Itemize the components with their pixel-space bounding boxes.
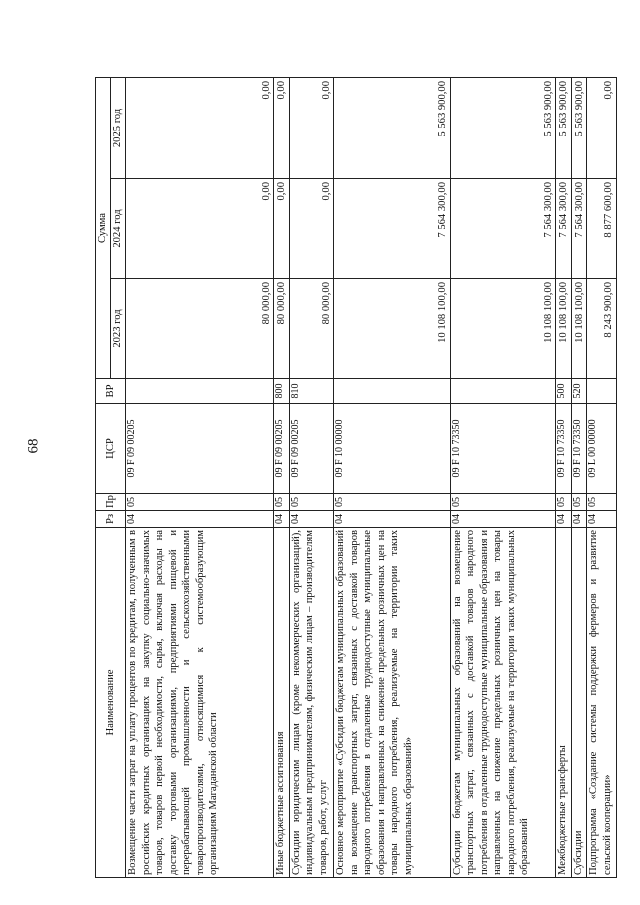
row-name: Подпрограмма «Создание системы поддержки фермеров и развитие сельской кооперации» (587, 528, 617, 878)
row-pr: 05 (289, 494, 333, 511)
row-value-2024: 7 564 300,00 (571, 179, 586, 279)
row-name: Основное мероприятие «Субсидии бюджетам муниципальных образований на возмещение транспортных затрат, связанных с доставкой товаров народного потребления в отдаленные труднодоступные муниципальные образования и направленных на снижение предельных розничных цен на товары народного потребления, реализуемые на территории таких муниципальных образований» (334, 528, 450, 878)
row-name: Субсидии бюджетам муниципальных образований на возмещение транспортных затрат, связанных с доставкой товаров народного потребления в отдаленные труднодоступные муниципальные образования и направленных на снижение предельных розничных цен на товары народного потребления, реализуемые на территории таких муниципальных образований (450, 528, 556, 878)
col-header-pr: Пр (96, 494, 126, 511)
row-vr: 500 (556, 379, 571, 404)
page-number: 68 (25, 438, 42, 454)
row-rz: 04 (450, 511, 556, 528)
table-row (289, 77, 333, 877)
col-header-2024: 2024 год (111, 179, 126, 279)
row-value-2023: 10 108 100,00 (571, 279, 586, 379)
row-csr: 09 F 10 00000 (334, 404, 450, 494)
table-row (274, 77, 289, 877)
row-csr: 09 L 00 00000 (587, 404, 617, 494)
col-header-vr: ВР (96, 379, 126, 404)
row-value-2023: 10 108 100,00 (334, 279, 450, 379)
row-value-2023: 10 108 100,00 (450, 279, 556, 379)
row-pr: 05 (274, 494, 289, 511)
row-pr: 05 (587, 494, 617, 511)
row-value-2025: 0,00 (126, 77, 274, 178)
row-value-2025: 5 563 900,00 (450, 77, 556, 178)
table-row (126, 77, 274, 877)
row-pr: 05 (126, 494, 274, 511)
row-value-2024: 8 877 600,00 (587, 179, 617, 279)
row-name: Межбюджетные трансферты (556, 528, 571, 878)
row-value-2024: 7 564 300,00 (334, 179, 450, 279)
row-value-2023: 8 243 900,00 (587, 279, 617, 379)
table-row (556, 77, 571, 877)
row-value-2025: 0,00 (587, 77, 617, 178)
row-name: Возмещение части затрат на уплату процентов по кредитам, полученным в российских кредитных организациях на закупку социально-значимых товаров, товаров первой необходимости, сырья, включая расходы на доставку торговыми организациями, предприятиями пищевой и перерабатывающей промышленности и сельскохозяйственными товаропроизводителями, относящимися к системообразующим организациям Магаданской области (126, 528, 274, 878)
row-value-2025: 5 563 900,00 (334, 77, 450, 178)
col-header-csr: ЦСР (96, 404, 126, 494)
row-vr: 810 (289, 379, 333, 404)
row-value-2024: 0,00 (274, 179, 289, 279)
row-name: Иные бюджетные ассигнования (274, 528, 289, 878)
row-rz: 04 (274, 511, 289, 528)
row-value-2023: 80 000,00 (289, 279, 333, 379)
row-value-2025: 0,00 (274, 77, 289, 178)
row-value-2024: 7 564 300,00 (556, 179, 571, 279)
row-value-2023: 80 000,00 (126, 279, 274, 379)
col-header-rz: Рз (96, 511, 126, 528)
row-value-2025: 0,00 (289, 77, 333, 178)
row-csr: 09 F 10 73350 (571, 404, 586, 494)
row-rz: 04 (587, 511, 617, 528)
col-header-2025: 2025 год (111, 77, 126, 178)
table-row (587, 77, 617, 877)
row-value-2024: 0,00 (126, 179, 274, 279)
rotated-table-wrapper (95, 78, 617, 878)
row-value-2025: 5 563 900,00 (556, 77, 571, 178)
budget-table (95, 77, 617, 878)
row-rz: 04 (571, 511, 586, 528)
row-value-2024: 0,00 (289, 179, 333, 279)
table-row (450, 77, 556, 877)
row-vr (126, 379, 274, 404)
row-value-2025: 5 563 900,00 (571, 77, 586, 178)
col-header-sum: Сумма (96, 77, 111, 378)
row-rz: 04 (126, 511, 274, 528)
row-pr: 05 (556, 494, 571, 511)
row-vr (587, 379, 617, 404)
row-csr: 09 F 09 00205 (274, 404, 289, 494)
row-value-2023: 80 000,00 (274, 279, 289, 379)
row-rz: 04 (556, 511, 571, 528)
row-value-2024: 7 564 300,00 (450, 179, 556, 279)
row-pr: 05 (334, 494, 450, 511)
table-row (571, 77, 586, 877)
row-csr: 09 F 10 73350 (556, 404, 571, 494)
row-vr (334, 379, 450, 404)
row-csr: 09 F 09 00205 (289, 404, 333, 494)
row-csr: 09 F 09 00205 (126, 404, 274, 494)
row-name: Субсидии (571, 528, 586, 878)
col-header-2023: 2023 год (111, 279, 126, 379)
row-pr: 05 (571, 494, 586, 511)
row-rz: 04 (334, 511, 450, 528)
row-rz: 04 (289, 511, 333, 528)
row-csr: 09 F 10 73350 (450, 404, 556, 494)
table-row (334, 77, 450, 877)
row-vr: 800 (274, 379, 289, 404)
row-vr: 520 (571, 379, 586, 404)
row-pr: 05 (450, 494, 556, 511)
row-value-2023: 10 108 100,00 (556, 279, 571, 379)
row-vr (450, 379, 556, 404)
col-header-name: Наименование (96, 528, 126, 878)
row-name: Субсидии юридическим лицам (кроме некоммерческих организаций), индивидуальным предпринимателям, физическим лицам – производителям товаров, работ, услуг (289, 528, 333, 878)
